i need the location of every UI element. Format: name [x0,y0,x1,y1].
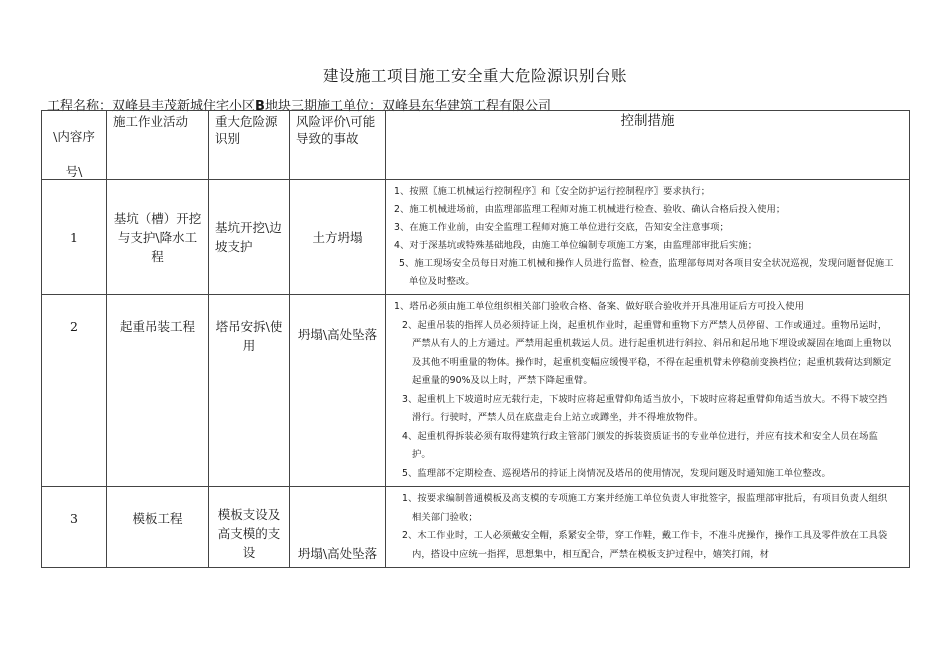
unit-label: 施工单位： [316,99,382,114]
measure-item: 2、施工机械进场前，由监理部监理工程师对施工机械进行检查、验收、确认合格后投入使用； [394,204,786,215]
project-label: 工程名称： [47,99,113,114]
row-measures [386,487,910,568]
table-row [42,487,910,568]
row-risk: 坍塌\高处坠落 [290,295,386,487]
table-row [42,180,910,295]
row-number: 1 [42,180,107,295]
measure-item: 1、按要求编制普通模板及高支模的专项施工方案并经施工单位负责人审批签字，报监理部审批后，有项目负责人组织相关部门验收； [402,493,888,523]
measure-item: 3、起重机上下坡道时应无载行走，下坡时应将起重臂仰角适当放小，下坡时应将起重臂仰角适当放大。不得下坡空挡滑行。行驶时，严禁人员在底盘走台上站立或蹲坐，并不得堆放物件。 [402,393,888,423]
table-header-row [42,111,910,180]
row-number: 2 [42,295,107,487]
table-row [42,295,910,487]
row-risk: 坍塌\高处坠落 [290,487,386,568]
header-index [42,111,107,180]
row-activity: 模板工程 [107,487,209,568]
row-hazard: 基坑开挖\边坡支护 [209,180,290,295]
header-index-line2: 号\ [65,164,83,179]
measure-item: 1、塔吊必须由施工单位组织相关部门验收合格、备案、做好联合验收并开具准用证后方可投入使用 [394,301,805,312]
measure-item: 1、按照〖施工机械运行控制程序〗和〖安全防护运行控制程序〗要求执行； [394,186,711,197]
row-activity: 基坑（槽）开挖与支护\降水工程 [107,180,209,295]
header-risk: 风险评价\可能导致的事故 [290,111,386,180]
row-risk: 土方坍塌 [290,180,386,295]
project-name-part-c: 地块三期 [264,99,317,114]
measure-item: 4、对于深基坑或特殊基础地段，由施工单位编制专项施工方案，由监理部审批后实施； [394,240,758,251]
header-activity: 施工作业活动 [107,111,209,180]
row-hazard: 模板支设及高支模的支设 [209,487,290,568]
measure-item: 4、起重机得拆装必须有取得建筑行政主管部门颁发的拆装资质证书的专业单位进行，并应有技术和安全人员在场监护。 [402,430,878,460]
row-activity: 起重吊装工程 [107,295,209,487]
project-name-part-a: 双峰县丰茂新城住宅小区 [112,99,256,114]
project-name-part-b: B [255,99,265,114]
header-hazard: 重大危险源识别 [209,111,290,180]
measure-item: 2、起重吊装的指挥人员必须持证上岗，起重机作业时，起重臂和重物下方严禁人员停留、工作或通过。重物吊运时，严禁从有人的上方通过。严禁用起重机载运人员。进行起重机进行斜拉、斜吊和起吊地下埋设或凝固在地面上重物以及其他不明重量的物体。操作时，起重机变幅应缓慢平稳，不得在起重机臂未停稳前变换档位；起重机载荷达到额定起重量的90%及以上时，严禁下降起重臂。 [402,319,892,386]
row-number: 3 [42,487,107,568]
row-hazard: 塔吊安拆\使用 [209,295,290,487]
measure-item: 3、在施工作业前，由安全监理工程师对施工单位进行交底，告知安全注意事项； [394,222,729,233]
row-measures [386,295,910,487]
measure-item: 5、监理部不定期检查、巡视塔吊的持证上岗情况及塔吊的使用情况，发现问题及时通知施工单位整改。 [402,467,831,479]
measure-item: 5、施工现场安全员每日对施工机械和操作人员进行监督、检查，监理部每周对各项目安全状况巡视，发现问题督促施工单位及时整改。 [399,258,894,287]
hazard-register-table [41,110,910,568]
row-measures [386,180,910,295]
measure-item: 2、木工作业时，工人必须戴安全帽，系紧安全带，穿工作鞋，戴工作卡，不准斗虎操作，操作工具及零件放在工具袋内，搭设中应统一指挥，思想集中，相互配合，严禁在模板支护过程中，嬉笑打闹，材 [402,530,888,560]
header-index-line1: \内容序 [53,129,95,144]
header-control: 控制措施 [386,111,910,180]
unit-name: 双峰县东华建筑工程有限公司 [381,99,551,114]
document-title: 建设施工项目施工安全重大危险源识别台账 [322,67,627,85]
